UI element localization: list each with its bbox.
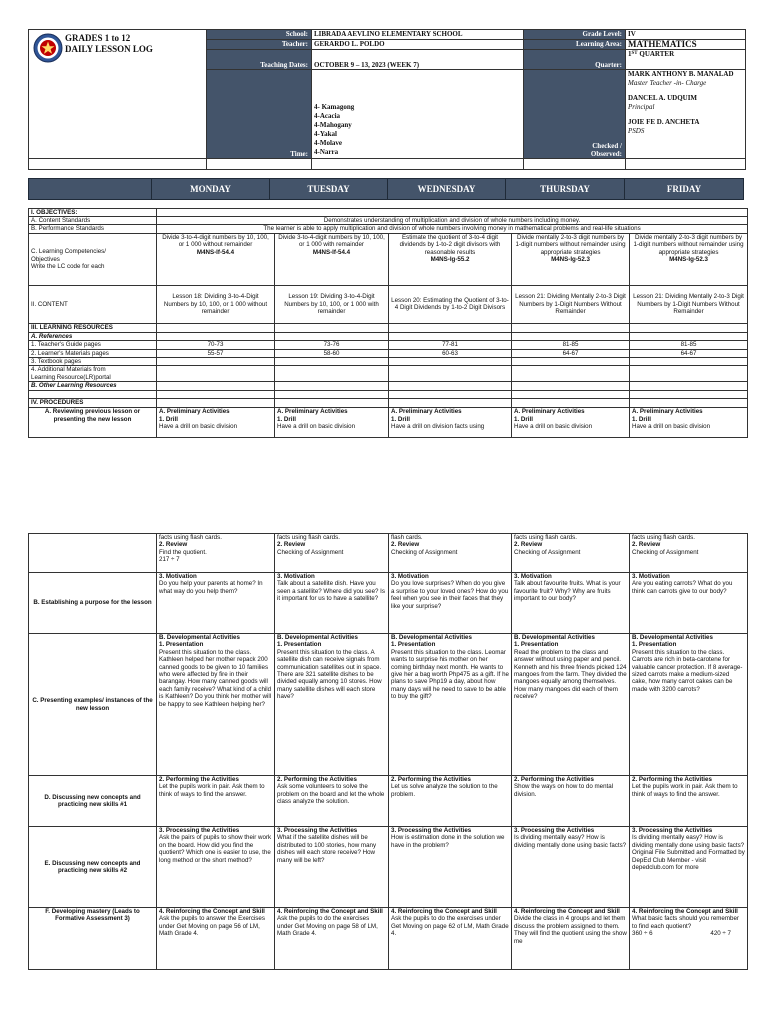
header-footer-cell [207, 158, 312, 169]
empty-cell [157, 323, 275, 332]
activity-text: Present this situation to the class. A satellite dish can receive signals from communication satellites out in space. There are 321 satellite dishes to be divided equally among 10 stores. How many satellite dishes will each store have? [277, 648, 382, 701]
purpose-tuesday [275, 573, 389, 634]
review-tuesday [275, 408, 389, 438]
activity-heading: 4. Reinforcing the Concept and Skill [159, 908, 265, 915]
competency-friday [630, 233, 748, 285]
activity-subheading: 1. Presentation [514, 641, 559, 649]
empty-cell [157, 366, 275, 382]
lm-pages-thursday: 64-67 [512, 349, 630, 357]
empty-cell [630, 391, 748, 399]
day-header-table [28, 178, 744, 200]
activity-subheading: 1. Presentation [277, 641, 322, 649]
discussing-1-thursday [512, 776, 630, 827]
signatory-role: Principal [628, 103, 655, 112]
competencies-label-line: Objectives [31, 255, 60, 263]
activity-subheading: 1. Drill [514, 415, 533, 423]
competency-text: Divide 3-to-4-digit numbers by 10, 100, or 1 000 with remainder [278, 233, 385, 249]
mastery-thursday [512, 908, 630, 970]
content-standards-label: A. Content Standards [29, 216, 157, 224]
performance-standards-label: B. Performance Standards [29, 225, 157, 233]
activity-heading: A. Preliminary Activities [159, 408, 230, 416]
empty-cell [275, 366, 389, 382]
tg-pages-friday: 81-85 [630, 341, 748, 349]
objectives-blank [157, 208, 748, 216]
header-logo-cell [29, 30, 207, 70]
activity-text: facts using flash cards. [632, 534, 695, 541]
signatory-name: JOIE FE D. ANCHETA [628, 118, 700, 127]
competency-wednesday [389, 233, 512, 285]
competency-code: M4NS-Ig-52.3 [669, 255, 708, 263]
activity-text: Present this situation to the class. Leomar wants to surprise his mother on her coming birthday next month. He wants to give her a bag worth Php475 as a gift. If he plans to save Php19 a day, about how many days will he need to save to be able to buy the gift? [391, 648, 509, 701]
quarter-text: QUARTER [637, 50, 675, 59]
empty-cell [157, 332, 275, 340]
empty-cell [389, 357, 512, 365]
competencies-label-line: C. Learning Competencies/ [31, 248, 106, 256]
discussing-2-friday [630, 827, 748, 908]
review-cont-wednesday [389, 534, 512, 573]
activity-heading: 2. Performing the Activities [391, 776, 471, 783]
sections-list [314, 103, 521, 157]
activity-text: Have a drill on basic division [277, 423, 356, 431]
activity-text: Checking of Assignment [632, 548, 699, 556]
title-line-1: GRADES 1 to 12 [65, 33, 131, 43]
day-friday: FRIDAY [625, 179, 744, 200]
checked-text: Checked / [592, 141, 622, 150]
activity-text: Show the ways on how to do mental division. [514, 783, 614, 798]
activity-subheading: 1. Drill [391, 415, 410, 423]
header-footer-cell [626, 158, 746, 169]
activity-text: Let the pupils work in pair. Ask them to think of ways to find the answer. [159, 783, 265, 798]
dates-label: Teaching Dates: [207, 50, 312, 70]
tg-pages-wednesday: 77-81 [389, 341, 512, 349]
discussing-2-thursday [512, 827, 630, 908]
examples-wednesday [389, 634, 512, 776]
quarter-suffix: ST [631, 51, 638, 57]
activity-subheading: 1. Drill [277, 415, 296, 423]
activity-heading: A. Preliminary Activities [632, 408, 703, 416]
lm-pages-tuesday: 58-60 [275, 349, 389, 357]
content-standards-value: Demonstrates understanding of multiplication and division of whole numbers including money. [157, 216, 748, 224]
discussing-1-monday [157, 776, 275, 827]
activity-heading: B. Developmental Activities [277, 634, 358, 641]
review-cont-label [29, 534, 157, 573]
activity-heading: 3. Motivation [391, 573, 429, 580]
activity-text: Divide the class in 4 groups and let them discuss the problem assigned to them. They will find the quotient using the show me [514, 915, 627, 945]
activity-text: What if the satellite dishes will be distributed to 100 stories, how many dishes will each store receive? How many will be left? [277, 834, 377, 864]
day-tuesday: TUESDAY [270, 179, 388, 200]
day-thursday: THURSDAY [506, 179, 625, 200]
content-label: II. CONTENT [29, 285, 157, 323]
section-item: 4-Mahogany [314, 120, 352, 129]
empty-cell [630, 399, 748, 408]
purpose-wednesday [389, 573, 512, 634]
sections-cell [312, 70, 524, 159]
review-monday [157, 408, 275, 438]
activity-heading: 4. Reinforcing the Concept and Skill [632, 908, 738, 915]
additional-materials-label [29, 366, 157, 382]
activity-text: facts using flash cards. [159, 534, 222, 541]
competency-tuesday [275, 233, 389, 285]
empty-cell [630, 323, 748, 332]
discussing-2-wednesday [389, 827, 512, 908]
empty-cell [630, 382, 748, 391]
empty-cell [389, 366, 512, 382]
activity-text: Do you love surprises? When do you give a surprise to your loved ones? How do you feel when you see in their faces that they like your surprise? [391, 580, 509, 610]
teacher-value: GERARDO L. POLDO [312, 40, 524, 50]
content-thursday: Lesson 21: Dividing Mentally 2-to-3 Digit Numbers by 1-Digit Numbers Without Remainder [512, 285, 630, 323]
discussing-2-monday [157, 827, 275, 908]
activity-heading: A. Preliminary Activities [277, 408, 348, 416]
activity-text: Ask the pairs of pupils to show their work on the board. How did you find the quotient? Which one is easier to use, the long method or the short method? [159, 834, 272, 864]
additional-line: 4. Additional Materials from [31, 366, 106, 374]
header-footer-cell [29, 158, 207, 169]
purpose-thursday [512, 573, 630, 634]
dates-value: OCTOBER 9 – 13, 2023 (WEEK 7) [312, 50, 524, 70]
competency-code: M4NS-If-54.4 [312, 248, 351, 256]
empty-cell [512, 332, 630, 340]
activity-text: Ask the pupils to do the exercises under Get Moving on page 58 of LM, Math Grade 4. [277, 915, 378, 938]
lm-pages-friday: 64-67 [630, 349, 748, 357]
activity-heading: 4. Reinforcing the Concept and Skill [514, 908, 620, 915]
empty-cell [512, 391, 630, 399]
competency-thursday [512, 233, 630, 285]
activity-heading: 3. Processing the Activities [391, 827, 472, 834]
activity-subheading: 1. Presentation [391, 641, 436, 649]
activity-text: Ask the pupils to do the exercises under Get Moving on page 62 of LM, Math Grade 4. [391, 915, 509, 938]
tg-pages-thursday: 81-85 [512, 341, 630, 349]
activity-text: What basic facts should you remember to find each quotient? [632, 915, 739, 930]
signatory-role: PSDS [628, 127, 645, 136]
competency-code: M4NS-Ig-52.3 [551, 255, 590, 263]
activity-text: How is estimation done in the solution we have in the problem? [391, 834, 505, 849]
empty-cell [389, 332, 512, 340]
activity-text: Talk about favourite fruits. What is your favourite fruit? Why? Why are fruits important to our body? [514, 580, 621, 603]
activity-text: Have a drill on basic division [159, 423, 238, 431]
lm-pages-monday: 55-57 [157, 349, 275, 357]
review-wednesday [389, 408, 512, 438]
empty-cell [512, 399, 630, 408]
examples-monday [157, 634, 275, 776]
title-line-2: DAILY LESSON LOG [65, 44, 153, 54]
day-wednesday: WEDNESDAY [388, 179, 506, 200]
activity-text: Present this situation to the class. Carrots are rich in beta-carotene for valuable cancer protection. If 8 average-sized carrots make a medium-sized cake, how many carrot cakes can be made with 3200 carrots? [632, 648, 743, 693]
resources-heading: III. LEARNING RESOURCES [29, 323, 157, 332]
school-label: School: [207, 30, 312, 40]
activity-text: Checking of Assignment [277, 548, 344, 556]
empty-cell [630, 366, 748, 382]
review-friday [630, 408, 748, 438]
empty-cell [389, 382, 512, 391]
performance-standards-value: The learner is able to apply multiplication and division of whole numbers involving money in mathematical problems and real-life situations [157, 225, 748, 233]
empty-cell [512, 382, 630, 391]
activity-text: flash cards. [391, 534, 423, 541]
references-label: A. References [29, 332, 157, 340]
empty-cell [630, 332, 748, 340]
signatories-cell [626, 70, 746, 159]
activity-heading: B. Developmental Activities [514, 634, 595, 641]
purpose-friday [630, 573, 748, 634]
document-title [65, 33, 153, 55]
procedures-heading: IV. PROCEDURES [29, 399, 157, 408]
signatory-role: Master Teacher -in- Charge [628, 79, 707, 88]
activity-heading: 2. Performing the Activities [632, 776, 712, 783]
competencies-label [29, 233, 157, 285]
mastery-monday [157, 908, 275, 970]
empty-cell [275, 399, 389, 408]
activity-heading: 2. Performing the Activities [277, 776, 357, 783]
mastery-label: F. Developing mastery (Leads to Formative Assessment 3) [29, 908, 157, 970]
activity-text: Checking of Assignment [514, 548, 581, 556]
activity-subheading: 2. Review [632, 541, 661, 549]
header-footer-cell [312, 158, 524, 169]
activity-subheading: 1. Presentation [159, 641, 204, 649]
activity-subheading: 1. Drill [632, 415, 651, 423]
review-thursday [512, 408, 630, 438]
other-resources-label: B. Other Learning Resources [29, 382, 157, 391]
section-item: 4-Molave [314, 138, 342, 147]
discussing-1-friday [630, 776, 748, 827]
review-cont-tuesday [275, 534, 389, 573]
review-cont-monday [157, 534, 275, 573]
empty-cell [157, 399, 275, 408]
discussing-2-tuesday [275, 827, 389, 908]
lesson-table-page-2 [28, 533, 748, 970]
empty-cell [512, 357, 630, 365]
quotient-item: 360 ÷ 6 [632, 930, 653, 938]
competencies-label-line: Write the LC code for each [31, 262, 105, 270]
activity-text: Ask some volunteers to solve the problem on the board and let the whole class analyze the solution. [277, 783, 385, 806]
activity-text: Talk about a satellite dish. Have you seen a satellite? Where did you see? Is it important for us to have a satellite? [277, 580, 386, 603]
activity-heading: 2. Performing the Activities [514, 776, 594, 783]
activity-heading: B. Developmental Activities [159, 634, 240, 641]
teachers-guide-label: 1. Teacher's Guide pages [29, 341, 157, 349]
activity-heading: 3. Motivation [277, 573, 315, 580]
checked-label [524, 70, 626, 159]
empty-cell [512, 323, 630, 332]
activity-text: Ask the pupils to answer the Exercises under Get Moving on page 56 of LM, Math Grade 4. [159, 915, 265, 938]
tg-pages-monday: 70-73 [157, 341, 275, 349]
activity-heading: 3. Processing the Activities [514, 827, 595, 834]
competency-code: M4NS-If-54.4 [196, 248, 235, 256]
empty-cell [389, 391, 512, 399]
activity-text: Let us solve analyze the solution to the problem. [391, 783, 498, 798]
activity-text: Is dividing mentally easy? How is dividing mentally done using basic facts? [514, 834, 627, 849]
activity-heading: A. Preliminary Activities [514, 408, 585, 416]
quarter-value [626, 50, 746, 70]
activity-text: Have a drill on basic division [514, 423, 593, 431]
activity-text: facts using flash cards. [514, 534, 577, 541]
empty-cell [630, 357, 748, 365]
section-item: 4-Acacia [314, 111, 341, 120]
review-cont-friday [630, 534, 748, 573]
purpose-label: B. Establishing a purpose for the lesson [29, 573, 157, 634]
grade-label: Grade Level: [524, 30, 626, 40]
activity-heading: B. Developmental Activities [632, 634, 713, 641]
empty-cell [275, 382, 389, 391]
empty-cell [389, 399, 512, 408]
activity-subheading: 2. Review [159, 541, 188, 549]
mastery-friday [630, 908, 748, 970]
quarter-label: Quarter: [524, 50, 626, 70]
quotient-items [632, 930, 745, 937]
header-blank-cell [29, 70, 207, 159]
activity-text: Let the pupils work in pair. Ask them to think of ways to find the answer. [632, 783, 738, 798]
empty-cell [275, 332, 389, 340]
activity-heading: 3. Processing the Activities [632, 827, 713, 834]
activity-text: Checking of Assignment [391, 548, 458, 556]
empty-cell [275, 357, 389, 365]
activity-text: Is dividing mentally easy? How is dividing mentally done using basic facts? Original File Submitted and Formatted by DepEd Club Member - visit depedclub.com for more [632, 834, 745, 872]
observed-text: Observed: [590, 149, 622, 158]
mastery-tuesday [275, 908, 389, 970]
section-item: 4-Yakal [314, 129, 337, 138]
examples-label: C. Presenting examples/ instances of the new lesson [29, 634, 157, 776]
spacer-cell [29, 391, 157, 399]
day-header-blank [29, 179, 152, 200]
activity-subheading: 1. Presentation [632, 641, 677, 649]
lesson-table-page-1 [28, 200, 748, 438]
signatory-name: DANCEL A. UDQUIM [628, 94, 698, 103]
activity-heading: 3. Processing the Activities [159, 827, 240, 834]
grade-value: IV [626, 30, 746, 40]
competency-text: Estimate the quotient of 3-to-4 digit dividends by 1-to-2 digit divisors with reasonable results [399, 233, 501, 256]
activity-heading: 3. Motivation [159, 573, 197, 580]
examples-thursday [512, 634, 630, 776]
activity-text: Are you eating carrots? What do you think can carrots give to our body? [632, 580, 733, 595]
content-friday: Lesson 21: Dividing Mentally 2-to-3 Digit Numbers by 1-Digit Numbers Without Remainder [630, 285, 748, 323]
quotient-item: 420 ÷ 7 [710, 930, 731, 938]
additional-line: Learning Resource(LR)portal [31, 373, 111, 381]
activity-heading: 3. Motivation [514, 573, 552, 580]
empty-cell [157, 391, 275, 399]
activity-subheading: 2. Review [514, 541, 543, 549]
activity-text: Do you help your parents at home? In what way do you help them? [159, 580, 263, 595]
discussing-1-wednesday [389, 776, 512, 827]
discussing-2-label: E. Discussing new concepts and practicing new skills #2 [29, 827, 157, 908]
competency-monday [157, 233, 275, 285]
empty-cell [157, 382, 275, 391]
competency-text: Divide mentally 2-to-3 digit numbers by 1-digit numbers without remainder using appropriate strategies [515, 233, 626, 256]
activity-subheading: 1. Drill [159, 415, 178, 423]
header-table [28, 29, 746, 170]
activity-text: facts using flash cards. [277, 534, 340, 541]
activity-heading: B. Developmental Activities [391, 634, 472, 641]
discussing-1-tuesday [275, 776, 389, 827]
content-wednesday: Lesson 20: Estimating the Quotient of 3-to-4 Digit Dividends by 1-to-2 Digit Divisors [389, 285, 512, 323]
activity-text: Find the quotient. [159, 548, 207, 556]
area-label: Learning Area: [524, 40, 626, 50]
section-item: 4- Kamagong [314, 102, 355, 111]
review-cont-thursday [512, 534, 630, 573]
review-label: A. Reviewing previous lesson or presenting the new lesson [29, 408, 157, 438]
activity-subheading: 2. Review [391, 541, 420, 549]
time-label: Time: [207, 70, 312, 159]
activity-heading: 4. Reinforcing the Concept and Skill [391, 908, 497, 915]
activity-text: Have a drill on division facts using [391, 423, 485, 431]
school-value: LIBRADA AEVLINO ELEMENTARY SCHOOL [312, 30, 524, 40]
learners-materials-label: 2. Learner's Materials pages [29, 349, 157, 357]
activity-heading: A. Preliminary Activities [391, 408, 462, 416]
textbook-label: 3. Textbook pages [29, 357, 157, 365]
mastery-wednesday [389, 908, 512, 970]
section-item: 4-Narra [314, 147, 339, 156]
activity-heading: 3. Motivation [632, 573, 670, 580]
empty-cell [512, 366, 630, 382]
objectives-heading: I. OBJECTIVES: [29, 208, 157, 216]
teacher-label: Teacher: [207, 40, 312, 50]
header-footer-cell [524, 158, 626, 169]
deped-seal-icon [33, 33, 63, 63]
activity-heading: 4. Reinforcing the Concept and Skill [277, 908, 383, 915]
lm-pages-wednesday: 60-63 [389, 349, 512, 357]
purpose-monday [157, 573, 275, 634]
activity-subheading: 2. Review [277, 541, 306, 549]
activity-text: Present this situation to the class. Kathleen helped her mother repack 200 canned goods to be given to 10 families who were affected by fire in their barangay. How many canned goods will each family receive? What kind of a child is Kathleen? Do you think her mother will be happy to see Kathleen helping her? [159, 648, 272, 708]
content-monday: Lesson 18: Dividing 3-to-4-Digit Numbers by 10, 100, or 1 000 without remainder [157, 285, 275, 323]
activity-heading: 2. Performing the Activities [159, 776, 239, 783]
signatory-name: MARK ANTHONY B. MANALAD [628, 70, 734, 79]
empty-cell [389, 323, 512, 332]
discussing-1-label: D. Discussing new concepts and practicing new skills #1 [29, 776, 157, 827]
empty-cell [275, 391, 389, 399]
content-tuesday: Lesson 19: Dividing 3-to-4-Digit Numbers by 10, 100, or 1 000 with remainder [275, 285, 389, 323]
examples-tuesday [275, 634, 389, 776]
competency-code: M4NS-Ig-55.2 [430, 255, 470, 263]
examples-friday [630, 634, 748, 776]
competency-text: Divide 3-to-4-digit numbers by 10, 100, or 1 000 without remainder [162, 233, 269, 249]
empty-cell [157, 357, 275, 365]
empty-cell [275, 323, 389, 332]
day-monday: MONDAY [152, 179, 270, 200]
tg-pages-tuesday: 73-76 [275, 341, 389, 349]
competency-text: Divide mentally 2-to-3 digit numbers by 1-digit numbers without remainder using appropriate strategies [633, 233, 744, 256]
activity-text: Have a drill on basic division [632, 423, 711, 431]
quarter-number: 1 [628, 50, 632, 59]
spacer-row [29, 200, 748, 208]
activity-heading: 3. Processing the Activities [277, 827, 358, 834]
area-value: MATHEMATICS [626, 40, 746, 50]
activity-text: 217 ÷ 7 [159, 556, 180, 564]
activity-text: Read the problem to the class and answer without using paper and pencil. Kenneth and his three friends picked 124 mangoes from the farm. They divided the mangoes equally among themselves. How many mangoes did each of them receive? [514, 648, 627, 701]
